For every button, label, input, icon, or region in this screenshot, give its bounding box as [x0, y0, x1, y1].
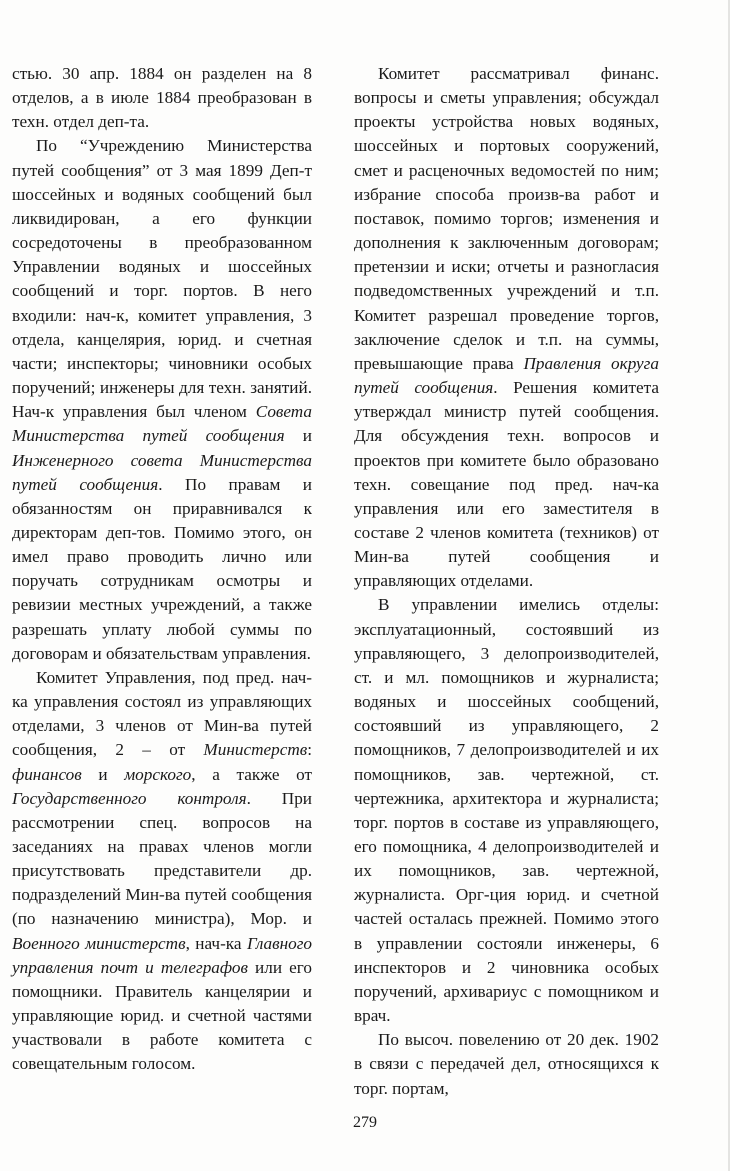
right-paragraph-1	[354, 62, 659, 593]
text-run: и	[284, 426, 313, 446]
right-column	[354, 62, 659, 1101]
left-column	[12, 62, 312, 1077]
page-number: 279	[353, 1114, 377, 1131]
text-run: Комитет Управления, под пред. нач-ка управления состоял из управляющих отделами, 3 членов от Мин-ва путей сообщения, 2 – от	[12, 667, 312, 760]
italic-term: Военного министерств	[12, 933, 186, 953]
italic-term: финансов	[12, 764, 82, 784]
text-run: . При рассмотрении спец. вопросов на заседаниях на правах членов могли присутствовать представители др. подразделений Мин-ва путей сообщения (по назначению министра), Мор. и	[12, 788, 312, 929]
text-run: Комитет рассматривал финанс. вопросы и сметы управления; обсуждал проекты устройства новых водяных, шоссейных и портовых сооружений, смет и расценочных ведомостей по ним; избрание способа произв-ва работ и поставок, помимо торгов; изменения и дополнения к заключенным договорам; претензии и иски; отчеты и разногласия подведомственных учреждений и т.п. Комитет разрешал проведение торгов, заключение сделок и т.п. на суммы, превышающие права	[354, 64, 659, 373]
text-run: :	[307, 740, 312, 760]
text-run: или его помощники. Правитель канцелярии и управляющие юрид. и счетной частями участвовали в работе комитета с совещательным голосом.	[12, 957, 312, 1074]
text-run: , а также от	[191, 764, 313, 784]
text-run: и	[81, 764, 125, 784]
right-paragraph-3: По высоч. повелению от 20 дек. 1902 в связи с передачей дел, относящихся к торг. портам,	[354, 1030, 659, 1098]
left-paragraph-1: стью. 30 апр. 1884 он разделен на 8 отделов, а в июле 1884 преобразован в техн. отдел деп-та.	[12, 64, 312, 132]
text-run: . Решения комитета утверждал министр путей сообщения. Для обсуждения техн. вопросов и проектов при комитете было образовано техн. совещание под пред. нач-ка управления или его заместителя в составе 2 членов комитета (техников) от Мин-ва путей сообщения и управляющих отделами.	[354, 378, 659, 591]
italic-term: Министерств	[203, 740, 308, 760]
italic-term: Совета Министерства путей сообщения	[12, 402, 312, 446]
italic-term: Главного управления почт и телеграфов	[12, 933, 312, 977]
text-run: По “Учреждению Министерства путей сообщения” от 3 мая 1899 Деп-т шоссейных и водяных сообщений был ликвидирован, а его функции сосредоточены в преобразованном Управлении водяных и шоссейных сообщений и торг. портов. В него входили: нач-к, комитет управления, 3 отдела, канцелярия, юрид. и счетная части; инспекторы; чиновники особых поручений; инженеры для техн. занятий. Нач-к управления был членом	[12, 136, 312, 422]
italic-term: морского	[124, 764, 192, 784]
italic-term: Инженерного совета Министерства путей сообщения	[12, 450, 312, 494]
left-paragraph-2	[12, 134, 312, 665]
left-paragraph-3	[12, 666, 312, 1077]
italic-term: Государственного контроля	[12, 788, 247, 808]
text-run: , нач-ка	[185, 933, 247, 953]
right-paragraph-2: В управлении имелись отделы: эксплуатационный, состоявший из управляющего, 3 делопроизводителей, ст. и мл. помощников и журналиста; водяных и шоссейных сообщений, состоявший из управляющего, 2 помощников, 7 делопроизводителей и их помощников, зав. чертежной, ст. чертежника, архитектора и журналиста; торг. портов в составе из управляющего, его помощника, 4 делопроизводителей и их помощников, зав. чертежной, журналиста. Орг-ция юрид. и счетной частей осталась прежней. Помимо этого в управлении состояли инженеры, 6 инспекторов и 2 чиновника особых поручений, архивариус с помощником и врач.	[354, 595, 659, 1026]
text-run: . По правам и обязанностям он приравнивался к директорам деп-тов. Помимо этого, он имел право проводить лично или поручать сотрудникам осмотры и ревизии местных учреждений, а также разрешать уплату любой суммы по договорам и обязательствам управления.	[12, 474, 312, 663]
italic-term: Правления округа путей сообщения	[354, 353, 659, 398]
